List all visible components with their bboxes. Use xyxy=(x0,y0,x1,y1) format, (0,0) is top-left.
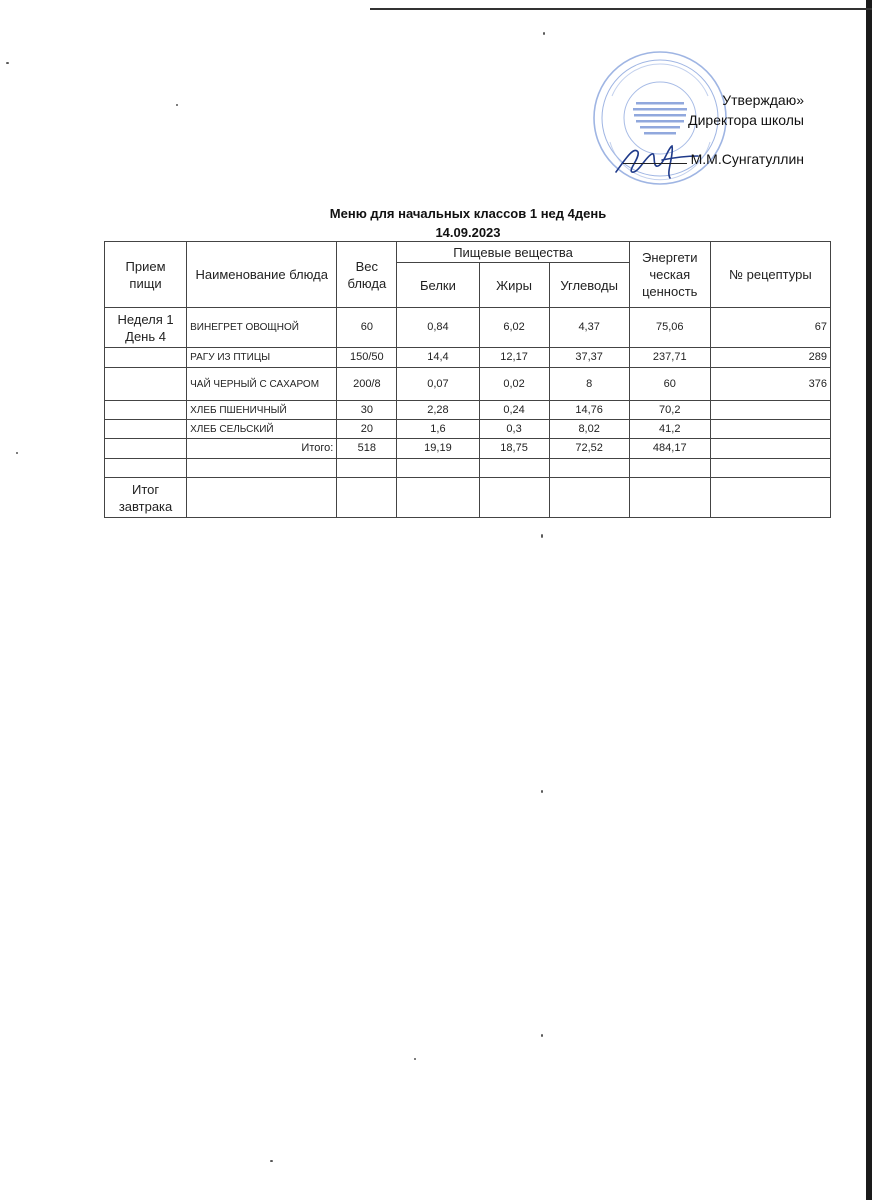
meal-cell xyxy=(105,420,187,439)
dish-fat: 12,17 xyxy=(479,348,549,368)
header-meal: Прием пищи xyxy=(105,242,187,308)
dish-recipe xyxy=(710,401,830,420)
dish-weight: 150/50 xyxy=(337,348,397,368)
header-carbs: Углеводы xyxy=(549,263,629,308)
dish-protein: 0,07 xyxy=(397,368,479,401)
dish-energy: 75,06 xyxy=(629,308,710,348)
dish-fat: 0,24 xyxy=(479,401,549,420)
scan-speck xyxy=(541,1034,543,1037)
signatory-name: М.М.Сунгатуллин xyxy=(690,151,804,167)
table-row xyxy=(105,348,831,368)
dish-recipe: 376 xyxy=(710,368,830,401)
scan-speck xyxy=(541,790,543,793)
dish-name: ЧАЙ ЧЕРНЫЙ С САХАРОМ xyxy=(187,368,337,401)
breakfast-total-label: Итог завтрака xyxy=(105,478,187,518)
dish-name: ХЛЕБ СЕЛЬСКИЙ xyxy=(187,420,337,439)
approval-position: Директора школы xyxy=(688,112,804,128)
dish-protein: 0,84 xyxy=(397,308,479,348)
dish-weight: 30 xyxy=(337,401,397,420)
dish-recipe: 67 xyxy=(710,308,830,348)
dish-name: ХЛЕБ ПШЕНИЧНЫЙ xyxy=(187,401,337,420)
scan-speck xyxy=(541,534,543,538)
scan-speck xyxy=(543,32,545,35)
total-fat: 18,75 xyxy=(479,439,549,459)
dish-fat: 6,02 xyxy=(479,308,549,348)
total-protein: 19,19 xyxy=(397,439,479,459)
header-fat: Жиры xyxy=(479,263,549,308)
header-energy: Энергети ческая ценность xyxy=(629,242,710,308)
dish-energy: 237,71 xyxy=(629,348,710,368)
meal-cell xyxy=(105,348,187,368)
document-date: 14.09.2023 xyxy=(435,225,501,240)
dish-protein: 2,28 xyxy=(397,401,479,420)
header-protein: Белки xyxy=(397,263,479,308)
empty-cell xyxy=(710,459,830,478)
empty-cell xyxy=(549,459,629,478)
scan-top-edge xyxy=(370,8,872,10)
dish-protein: 14,4 xyxy=(397,348,479,368)
header-weight: Вес блюда xyxy=(337,242,397,308)
dish-recipe: 289 xyxy=(710,348,830,368)
empty-cell xyxy=(479,478,549,518)
dish-recipe xyxy=(710,420,830,439)
scan-speck xyxy=(270,1160,273,1162)
dish-energy: 60 xyxy=(629,368,710,401)
scan-speck xyxy=(6,62,9,64)
dish-protein: 1,6 xyxy=(397,420,479,439)
table-row xyxy=(105,420,831,439)
document-title: Меню для начальных классов 1 нед 4день xyxy=(329,206,607,221)
dish-carbs: 8 xyxy=(549,368,629,401)
empty-cell xyxy=(187,459,337,478)
empty-cell xyxy=(187,478,337,518)
header-recipe: № рецептуры xyxy=(710,242,830,308)
total-label: Итого: xyxy=(187,439,337,459)
empty-row xyxy=(105,459,831,478)
empty-cell xyxy=(397,459,479,478)
dish-weight: 20 xyxy=(337,420,397,439)
total-row xyxy=(105,439,831,459)
signature-underline xyxy=(623,151,687,164)
empty-cell xyxy=(629,478,710,518)
total-carbs: 72,52 xyxy=(549,439,629,459)
meal-cell xyxy=(105,368,187,401)
scan-speck xyxy=(16,452,18,454)
dish-carbs: 4,37 xyxy=(549,308,629,348)
dish-energy: 70,2 xyxy=(629,401,710,420)
dish-fat: 0,02 xyxy=(479,368,549,401)
dish-name: ВИНЕГРЕТ ОВОЩНОЙ xyxy=(187,308,337,348)
table-row xyxy=(105,368,831,401)
table-row xyxy=(105,308,831,348)
empty-cell xyxy=(337,478,397,518)
meal-cell xyxy=(105,439,187,459)
scan-speck xyxy=(414,1058,416,1060)
meal-cell xyxy=(105,401,187,420)
dish-carbs: 14,76 xyxy=(549,401,629,420)
scan-right-edge xyxy=(866,0,872,1200)
dish-energy: 41,2 xyxy=(629,420,710,439)
dish-name: РАГУ ИЗ ПТИЦЫ xyxy=(187,348,337,368)
total-weight: 518 xyxy=(337,439,397,459)
total-recipe xyxy=(710,439,830,459)
table-row xyxy=(105,401,831,420)
approval-title: Утверждаю» xyxy=(722,92,804,108)
header-dish: Наименование блюда xyxy=(187,242,337,308)
dish-fat: 0,3 xyxy=(479,420,549,439)
meal-label: Неделя 1 День 4 xyxy=(105,308,187,348)
dish-weight: 200/8 xyxy=(337,368,397,401)
approval-block xyxy=(623,90,804,169)
empty-cell xyxy=(479,459,549,478)
header-nutrients: Пищевые вещества xyxy=(397,242,629,263)
total-energy: 484,17 xyxy=(629,439,710,459)
empty-cell xyxy=(549,478,629,518)
menu-table xyxy=(104,241,831,518)
approval-signature-line xyxy=(623,149,804,169)
empty-cell xyxy=(105,459,187,478)
empty-cell xyxy=(397,478,479,518)
dish-weight: 60 xyxy=(337,308,397,348)
scan-speck xyxy=(176,104,178,106)
empty-cell xyxy=(710,478,830,518)
empty-cell xyxy=(629,459,710,478)
breakfast-total-row xyxy=(105,478,831,518)
dish-carbs: 8,02 xyxy=(549,420,629,439)
empty-cell xyxy=(337,459,397,478)
dish-carbs: 37,37 xyxy=(549,348,629,368)
